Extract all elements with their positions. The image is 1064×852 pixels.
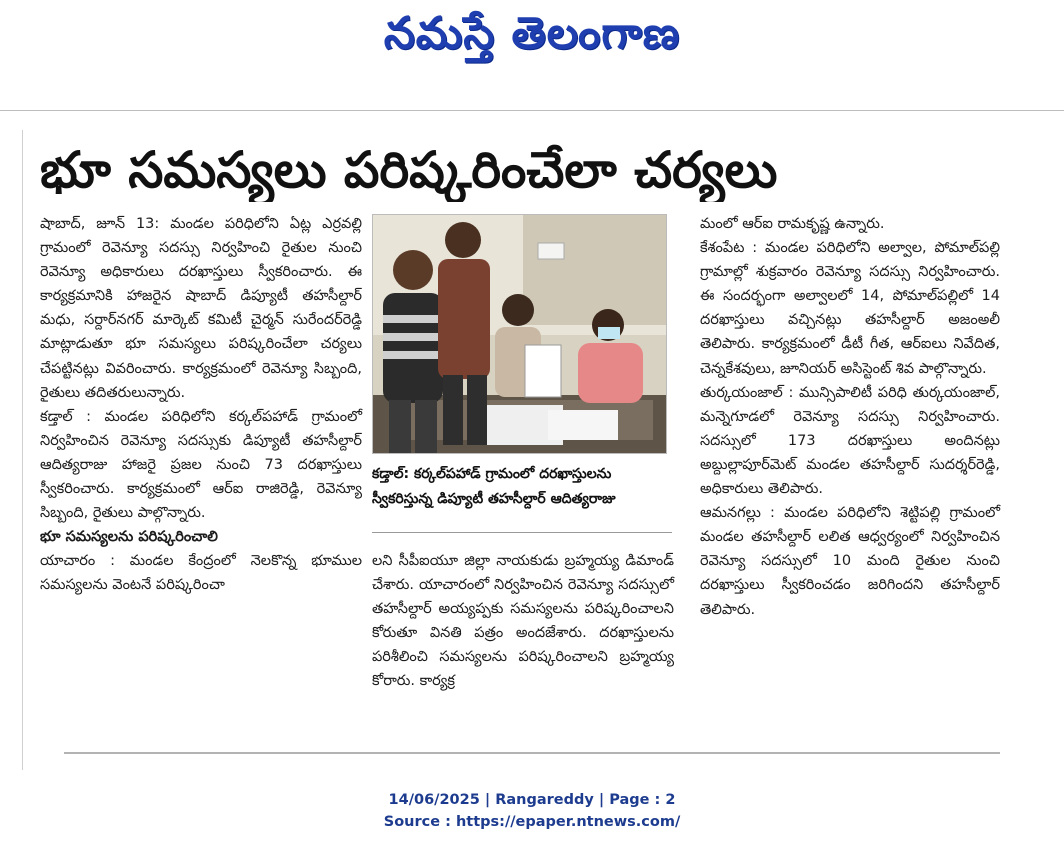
footer-source-line: Source : https://epaper.ntnews.com/: [383, 814, 681, 830]
article-headline: భూ సమస్యలు పరిష్కరించేలా చర్యలు: [40, 141, 778, 199]
article-paragraph: లని సీపీఐయూ జిల్లా నాయకుడు బ్రహ్మయ్య డిమాండ్ చేశారు. యాచారంలో నిర్వహించిన రెవెన్యూ సదస్సులో తహసీల్దార్ అయ్యప్పకు సమస్యలను పరిష్కరించాలని కోరుతూ వినతి పత్రం అందజేశారు. దరఖాస్తులను పరిశీలించి సమస్యలను పరిష్కరించాలని బ్రహ్మయ్య కోరారు. కార్యక్ర: [372, 553, 674, 690]
article-paragraph: కడ్తాల్ : మండల పరిధిలోని కర్కల్‌పహాడ్ గ్రామంలో నిర్వహించిన రెవెన్యూ సదస్సుకు డిప్యూటీ తహసీల్దార్ ఆదిత్యరాజు హాజరై ప్రజల నుంచి 73 దరఖాస్తులు స్వీకరించారు. కార్యక్రమంలో ఆర్ఐ రాజిరెడ్డి, రెవెన్యూ సిబ్బంది, రైతులు పాల్గొన్నారు.: [40, 408, 362, 522]
article-paragraph: తుర్కయంజాల్ : మున్సిపాలిటీ పరిధి తుర్కయంజాల్, మన్నెగూడలో రెవెన్యూ సదస్సు నిర్వహించారు. సదస్సులో 173 దరఖాస్తులు అందినట్లు అబ్దుల్లాపూర్‌మెట్ మండల తహసీల్దార్ సుదర్శర్‌రెడ్డి, అధికారులు తెలిపారు.: [700, 384, 1000, 498]
caption-divider: [372, 532, 672, 533]
news-photo: [372, 214, 667, 454]
article-middle-column: [372, 549, 674, 694]
article-paragraph: ఆమనగల్లు : మండల పరిధిలోని శెట్టిపల్లి గ్రామంలో మండల తహసీల్దార్ లలిత ఆధ్వర్యంలో నిర్వహించిన రెవెన్యూ సదస్సులో 10 మంది రైతుల నుంచి దరఖాస్తులు స్వీకరించడం జరిగిందని తహసీల్దార్ తెలిపారు.: [700, 505, 1000, 618]
article-paragraph: కేశంపేట : మండల పరిధిలోని అల్వాల, పోమాల్‌పల్లి గ్రామాల్లో శుక్రవారం రెవెన్యూ సదస్సు నిర్వహించారు. ఈ సందర్భంగా అల్వాలలో 14, పోమాల్‌పల్లిలో 14 దరఖాస్తులు వచ్చినట్లు తహసీల్దార్ అజంఅలీ తెలిపారు. కార్యక్రమంలో డీటీ గీత, ఆర్ఐలు నివేదిత, చెన్నకేశవులు, జూనియర్ అసిస్టెంట్ శివ పాల్గొన్నారు.: [700, 240, 1000, 377]
article-right-column: [700, 212, 1000, 622]
footer-date-line: 14/06/2025 | Rangareddy | Page : 2: [388, 792, 676, 808]
article-paragraph: షాబాద్, జూన్ 13: మండల పరిధిలోని ఏట్ల ఎర్రవల్లి గ్రామంలో రెవెన్యూ సదస్సు నిర్వహించి రైతుల నుంచి రెవెన్యూ అధికారులు దరఖాస్తులు స్వీకరించారు. ఈ కార్యక్రమానికి హాజరైన షాబాద్ డిప్యూటీ తహసీల్దార్ మధు, సర్దార్‌నగర్ మార్కెట్ కమిటీ చైర్మన్ సురేందర్‌రెడ్డి మాట్లాడుతూ భూ సమస్యలు పరిష్కరించేలా చర్యలు చేపట్టినట్లు వివరించారు. కార్యక్రమంలో రెవెన్యూ సిబ్బంది, రైతులు తదితరులున్నారు.: [40, 216, 362, 401]
article-paragraph: యాచారం : మండల కేంద్రంలో నెలకొన్న భూముల సమస్యలను వెంటనే పరిష్కరించా: [40, 553, 362, 594]
masthead-divider: [0, 110, 1064, 111]
page-left-rule: [22, 130, 23, 770]
masthead-title: నమస్తే తెలంగాణ: [383, 8, 681, 59]
article-subheading: భూ సమస్యలను పరిష్కరించాలి: [40, 529, 218, 546]
article-bottom-rule: [64, 752, 1000, 754]
article-left-column: [40, 212, 362, 598]
article-paragraph: మంలో ఆర్ఐ రామకృష్ణ ఉన్నారు.: [700, 216, 885, 232]
photo-caption: కడ్తాల్: కర్కల్‌పహాడ్ గ్రామంలో దరఖాస్తులను స్వీకరిస్తున్న డిప్యూటీ తహసీల్దార్ ఆదిత్యరాజు: [372, 466, 616, 507]
